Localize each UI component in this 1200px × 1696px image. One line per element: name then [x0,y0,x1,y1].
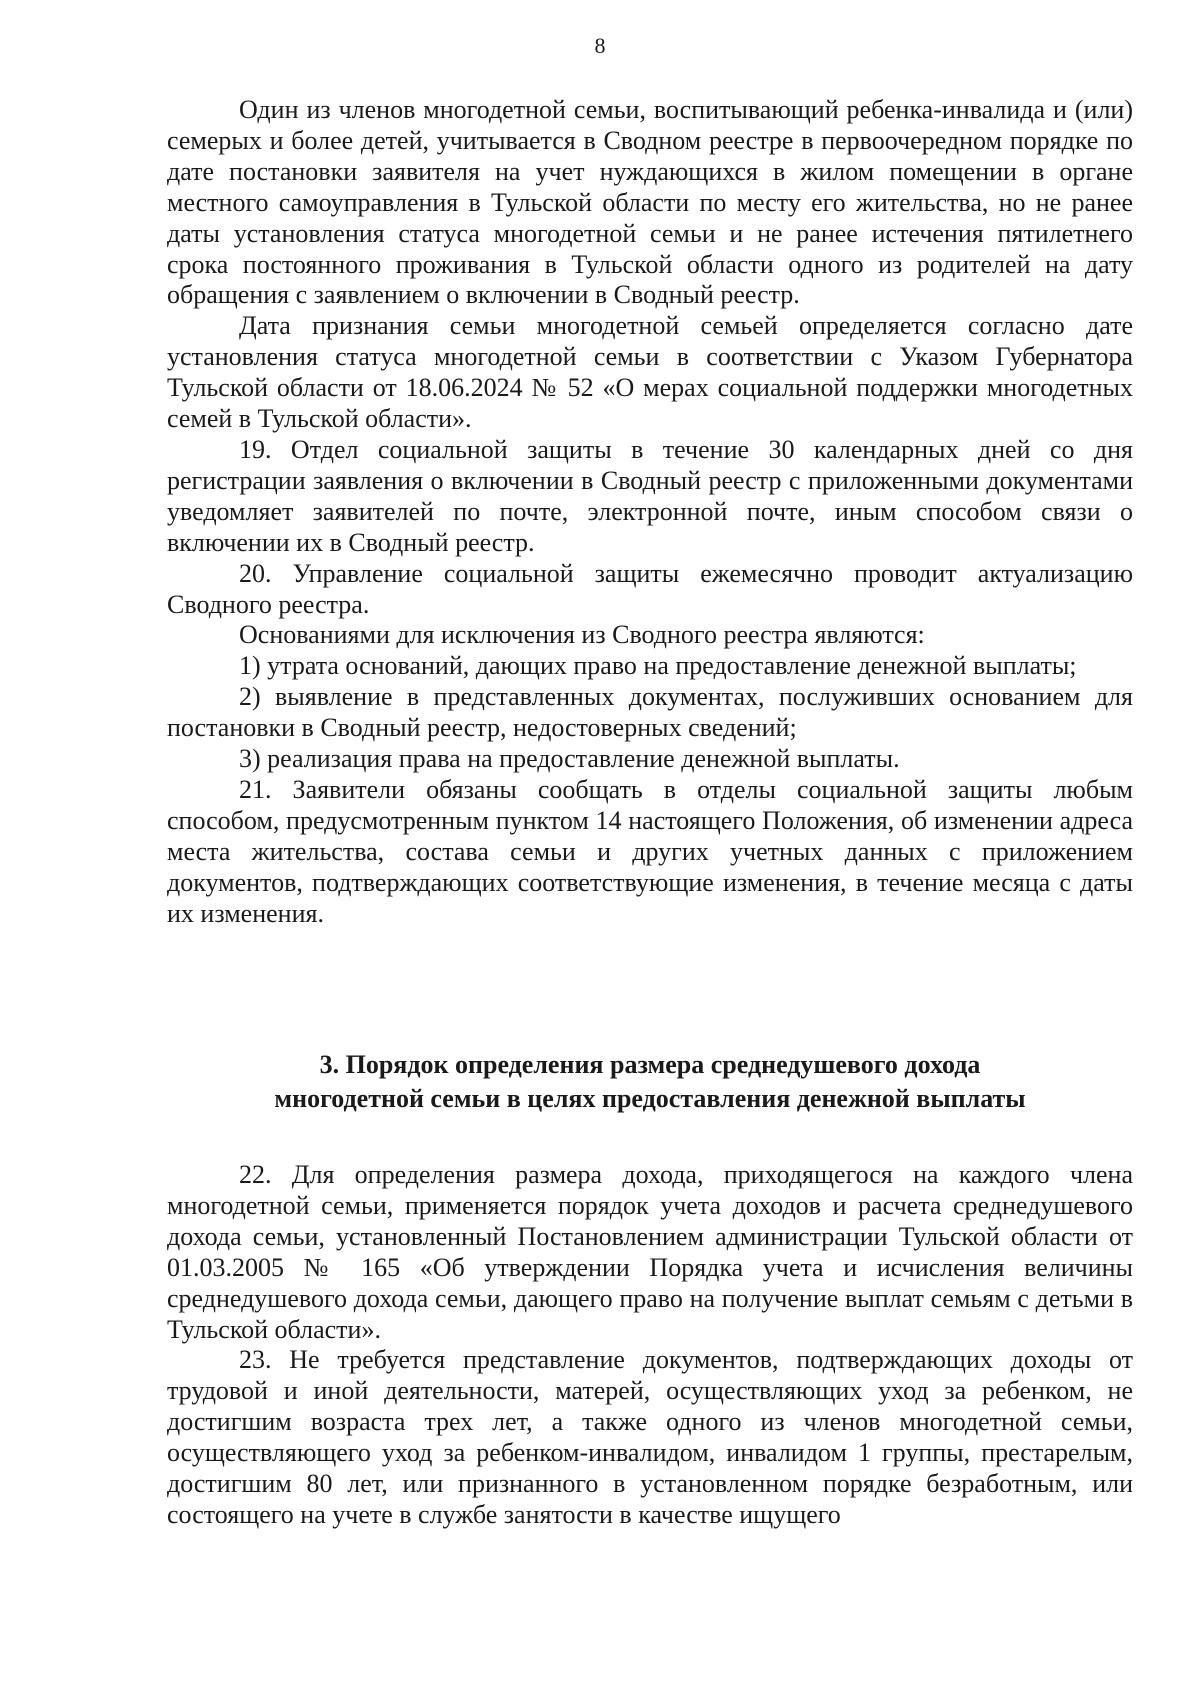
paragraph: Дата признания семьи многодетной семьей определяется согласно дате установления статуса многодетной семьи в соответствии с Указом Губернатора Тульской области от 18.06.2024 № 52 «О мерах социальной поддержки многодетных семей в Тульской области». [167,311,1133,434]
section-heading-line: 3. Порядок определения размера среднедушевого дохода [319,1050,981,1079]
list-item: 1) утрата оснований, дающих право на предоставление денежной выплаты; [239,651,1077,681]
paragraph-item-23: 23. Не требуется представление документов, подтверждающих доходы от трудовой и иной деятельности, матерей, осуществляющих уход за ребенком, не достигшим возраста трех лет, а также одного из членов многодетной семьи, осуществляющего уход за ребенком-инвалидом, инвалидом 1 группы, престарелым, достигшим 80 лет, или признанного в установленном порядке безработным, или состоящего на учете в службе занятости в качестве ищущего [167,1345,1133,1529]
section-heading [167,1048,1133,1116]
body-text-top [167,95,1133,929]
page-number: 8 [594,33,606,58]
paragraph-item-19: 19. Отдел социальной защиты в течение 30 календарных дней со дня регистрации заявления о включении в Сводный реестр с приложенными документами уведомляет заявителей по почте, электронной почте, иным способом связи о включении их в Сводный реестр. [167,434,1133,557]
paragraph: Один из членов многодетной семьи, воспитывающий ребенка-инвалида и (или) семерых и более детей, учитывается в Сводном реестре в первоочередном порядке по дате постановки заявителя на учет нуждающихся в жилом помещении в органе местного самоуправления в Тульской области по месту его жительства, но не ранее даты установления статуса многодетной семьи и не ранее истечения пятилетнего срока постоянного проживания в Тульской области одного из родителей на дату обращения с заявлением о включении в Сводный реестр. [167,95,1133,310]
paragraph-item-22: 22. Для определения размера дохода, приходящегося на каждого члена многодетной семьи, применяется порядок учета доходов и расчета среднедушевого дохода семьи, установленный Постановлением администрации Тульской области от 01.03.2005 № 165 «Об утверждении Порядка учета и исчисления величины среднедушевого дохода семьи, дающего право на получение выплат семьям с детьми в Тульской области». [167,1160,1133,1344]
list-item: 2) выявление в представленных документах, послуживших основанием для постановки в Сводный реестр, недостоверных сведений; [167,682,1133,743]
paragraph-item-21: 21. Заявители обязаны сообщать в отделы социальной защиты любым способом, предусмотренным пунктом 14 настоящего Положения, об изменении адреса места жительства, состава семьи и других учетных данных с приложением документов, подтверждающих соответствующие изменения, в течение месяца с даты их изменения. [167,774,1133,928]
list-item: 3) реализация права на предоставление денежной выплаты. [239,744,900,774]
paragraph: Основаниями для исключения из Сводного реестра являются: [239,620,925,650]
section-heading-line: многодетной семьи в целях предоставления денежной выплаты [274,1084,1026,1113]
paragraph-item-20: 20. Управление социальной защиты ежемесячно проводит актуализацию Сводного реестра. [167,558,1133,619]
body-text-bottom [167,1160,1133,1531]
